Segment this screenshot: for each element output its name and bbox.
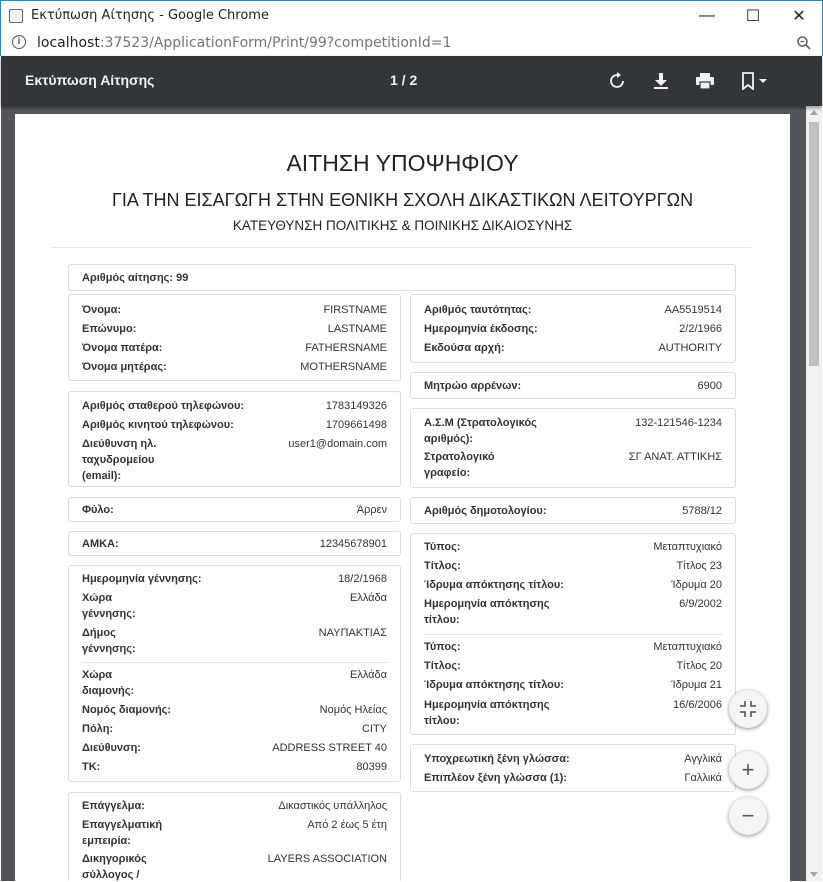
print-icon[interactable] xyxy=(693,69,717,93)
asm-label: Α.Σ.Μ (Στρατολογικός xyxy=(424,417,537,429)
personal-card xyxy=(68,294,401,381)
asm-label-line2: αριθμός): xyxy=(424,433,474,445)
document-heading: ΑΙΤΗΣΗ ΥΠΟΨΗΦΙΟΥ xyxy=(286,150,519,176)
issue-date-value: 2/2/1966 xyxy=(679,323,722,335)
military-office-label: Στρατολογικό xyxy=(424,451,495,463)
degree-type-value: Μεταπτυχιακό xyxy=(653,541,722,553)
window-title: Εκτύπωση Αίτησης - Google Chrome xyxy=(31,8,269,23)
window-titlebar xyxy=(0,0,823,30)
experience-value: Από 2 έως 5 έτη xyxy=(307,819,387,831)
birth-municipality-label-line2: γέννησης: xyxy=(82,643,136,655)
profession-card xyxy=(68,792,401,881)
download-icon[interactable] xyxy=(649,69,673,93)
birth-residence-card xyxy=(68,565,401,782)
degree-date-label-line2: τίτλου: xyxy=(424,715,460,727)
birth-municipality-value: ΝΑΥΠΑΚΤΙΑΣ xyxy=(318,627,387,639)
mobile-value: 1709661498 xyxy=(325,419,387,431)
address-value: ADDRESS STREET 40 xyxy=(272,742,387,754)
gender-value: Άρρεν xyxy=(356,504,387,516)
birth-municipality-label: Δήμος xyxy=(82,627,116,639)
zoom-out-button[interactable] xyxy=(729,797,767,835)
military-office-label-line2: γραφείο: xyxy=(424,467,471,479)
divider xyxy=(82,662,387,663)
last-name-label: Επώνυμο: xyxy=(82,323,137,335)
degree-institution-label: Ίδρυμα απόκτησης τίτλου: xyxy=(424,679,564,691)
association-label-line2: σύλλογος / xyxy=(82,869,140,881)
municipal-registry-card xyxy=(410,497,736,524)
father-name-value: FATHERSNAME xyxy=(305,342,387,354)
municipal-registry-label: Αριθμός δημοτολογίου: xyxy=(424,505,547,517)
landline-value: 1783149326 xyxy=(325,400,387,412)
pdf-page xyxy=(15,114,790,881)
contact-card xyxy=(68,391,401,487)
degree-date-value: 6/9/2002 xyxy=(679,598,722,610)
document-direction: ΚΑΤΕΥΘΥΝΣΗ ΠΟΛΙΤΙΚΗΣ & ΠΟΙΝΙΚΗΣ ΔΙΚΑΙΟΣΥΝΗΣ xyxy=(232,218,573,233)
email-value: user1@domain.com xyxy=(288,438,387,450)
military-card xyxy=(410,408,736,488)
first-name-value: FIRSTNAME xyxy=(323,304,387,316)
extra-language-value: Γαλλικά xyxy=(684,772,722,784)
zip-label: ΤΚ: xyxy=(82,761,101,773)
mother-name-label: Όνομα μητέρας: xyxy=(82,361,167,373)
amka-value: 12345678901 xyxy=(319,538,387,550)
gender-card xyxy=(68,497,401,522)
pdf-toolbar xyxy=(1,56,822,106)
languages-card xyxy=(410,744,736,792)
degree-type-label: Τύπος: xyxy=(424,541,461,553)
email-label-line2: ταχυδρομείου xyxy=(82,454,155,466)
profession-label: Επάγγελμα: xyxy=(82,800,145,812)
scroll-up-arrow-icon[interactable] xyxy=(810,110,818,115)
required-language-value: Αγγλικά xyxy=(684,753,722,765)
residence-prefecture-value: Νομός Ηλείας xyxy=(319,704,387,716)
email-label: Διεύθυνση ηλ. xyxy=(82,438,157,450)
association-value: LAYERS ASSOCIATION xyxy=(267,853,387,865)
page-indicator[interactable]: 1 / 2 xyxy=(390,72,418,88)
chrome-app-icon xyxy=(9,9,23,23)
amka-label: ΑΜΚΑ: xyxy=(82,538,119,550)
male-registry-value: 6900 xyxy=(697,380,722,392)
fit-page-icon xyxy=(739,700,757,718)
degree-institution-label: Ίδρυμα απόκτησης τίτλου: xyxy=(424,579,564,591)
birth-country-label-line2: γέννησης: xyxy=(82,608,136,620)
city-value: CITY xyxy=(361,723,387,735)
residence-prefecture-label: Νομός διαμονής: xyxy=(82,704,172,716)
minus-icon: − xyxy=(741,803,755,828)
degree-title-label: Τίτλος: xyxy=(424,660,461,672)
degree-date-label: Ημερομηνία απόκτησης xyxy=(424,598,550,610)
degree-date-value: 16/6/2006 xyxy=(673,699,722,711)
degree-date-label-line2: τίτλου: xyxy=(424,614,460,626)
address-label: Διεύθυνση: xyxy=(82,742,141,754)
birth-country-label: Χώρα xyxy=(82,592,113,604)
experience-label: Επαγγελματική xyxy=(82,819,163,831)
rotate-icon[interactable] xyxy=(605,69,629,93)
authority-label: Εκδούσα αρχή: xyxy=(424,342,505,354)
authority-value: AUTHORITY xyxy=(658,342,722,354)
scrollbar-thumb[interactable] xyxy=(809,122,819,366)
mobile-label: Αριθμός κινητού τηλεφώνου: xyxy=(82,419,234,431)
father-name-label: Όνομα πατέρα: xyxy=(82,342,163,354)
residence-country-label-line2: διαμονής: xyxy=(82,685,135,697)
gender-label: Φύλο: xyxy=(82,504,114,516)
bookmark-icon[interactable] xyxy=(739,69,771,93)
degree-title-label: Τίτλος: xyxy=(424,560,461,572)
fit-page-button[interactable] xyxy=(729,690,767,728)
military-office-value: ΣΓ ΑΝΑΤ. ΑΤΤΙΚΗΣ xyxy=(628,451,722,463)
email-label-line3: (email): xyxy=(82,470,122,482)
male-registry-label: Μητρώο αρρένων: xyxy=(424,380,522,392)
degrees-card xyxy=(410,533,736,735)
maximize-button[interactable]: ☐ xyxy=(745,8,761,25)
degree-institution-value: Ίδρυμα 21 xyxy=(671,679,722,691)
id-number-label: Αριθμός ταυτότητας: xyxy=(424,304,532,316)
landline-label: Αριθμός σταθερού τηλεφώνου: xyxy=(82,400,245,412)
document-title: Εκτύπωση Αίτησης xyxy=(25,72,155,88)
minimize-button[interactable]: — xyxy=(699,7,715,24)
zoom-in-button[interactable] xyxy=(729,751,767,789)
scroll-down-arrow-icon[interactable] xyxy=(810,872,818,877)
experience-label-line2: εμπειρία: xyxy=(82,835,131,847)
degree-institution-value: Ίδρυμα 20 xyxy=(671,579,722,591)
zip-value: 80399 xyxy=(356,761,387,773)
application-number: Αριθμός αίτησης: 99 xyxy=(82,272,189,284)
birth-date-value: 18/2/1968 xyxy=(338,573,387,585)
residence-country-value: Ελλάδα xyxy=(349,669,387,681)
birth-country-value: Ελλάδα xyxy=(349,592,387,604)
close-button[interactable]: ✕ xyxy=(792,8,806,25)
degree-title-value: Τίτλος 23 xyxy=(676,560,722,572)
identity-card xyxy=(410,294,736,363)
divider xyxy=(51,247,751,248)
vertical-scrollbar[interactable] xyxy=(806,106,822,881)
birth-date-label: Ημερομηνία γέννησης: xyxy=(82,573,202,585)
required-language-label: Υποχρεωτική ξένη γλώσσα: xyxy=(424,753,570,765)
degree-date-label: Ημερομηνία απόκτησης xyxy=(424,699,550,711)
url-field[interactable]: localhost:37523/ApplicationForm/Print/99?competitionId=1 xyxy=(37,35,452,51)
extra-language-label: Επιπλέον ξένη γλώσσα (1): xyxy=(424,772,567,784)
divider xyxy=(424,634,722,635)
city-label: Πόλη: xyxy=(82,723,114,735)
male-registry-card xyxy=(410,372,736,399)
asm-value: 132-121546-1234 xyxy=(635,417,722,429)
municipal-registry-value: 5788/12 xyxy=(682,505,722,517)
first-name-label: Όνομα: xyxy=(82,304,122,316)
application-number-card xyxy=(68,264,736,291)
pdf-viewer[interactable] xyxy=(1,106,806,881)
residence-country-label: Χώρα xyxy=(82,669,113,681)
mother-name-value: MOTHERSNAME xyxy=(300,361,387,373)
degree-type-value: Μεταπτυχιακό xyxy=(653,641,722,653)
degree-title-value: Τίτλος 20 xyxy=(676,660,722,672)
site-info-icon[interactable]: i xyxy=(12,35,26,49)
last-name-value: LASTNAME xyxy=(327,323,387,335)
profession-value: Δικαστικός υπάλληλος xyxy=(278,800,387,812)
plus-icon: + xyxy=(741,757,755,782)
amka-card xyxy=(68,531,401,556)
document-subheading: ΓΙΑ ΤΗΝ ΕΙΣΑΓΩΓΗ ΣΤΗΝ ΕΘΝΙΚΗ ΣΧΟΛΗ ΔΙΚΑΣΤΙΚΩΝ ΛΕΙΤΟΥΡΓΩΝ xyxy=(111,190,694,210)
zoom-icon[interactable] xyxy=(796,35,812,51)
issue-date-label: Ημερομηνία έκδοσης: xyxy=(424,323,538,335)
degree-type-label: Τύπος: xyxy=(424,641,461,653)
association-label: Δικηγορικός xyxy=(82,853,147,865)
address-bar[interactable] xyxy=(0,30,823,56)
id-number-value: AA5519514 xyxy=(664,304,722,316)
